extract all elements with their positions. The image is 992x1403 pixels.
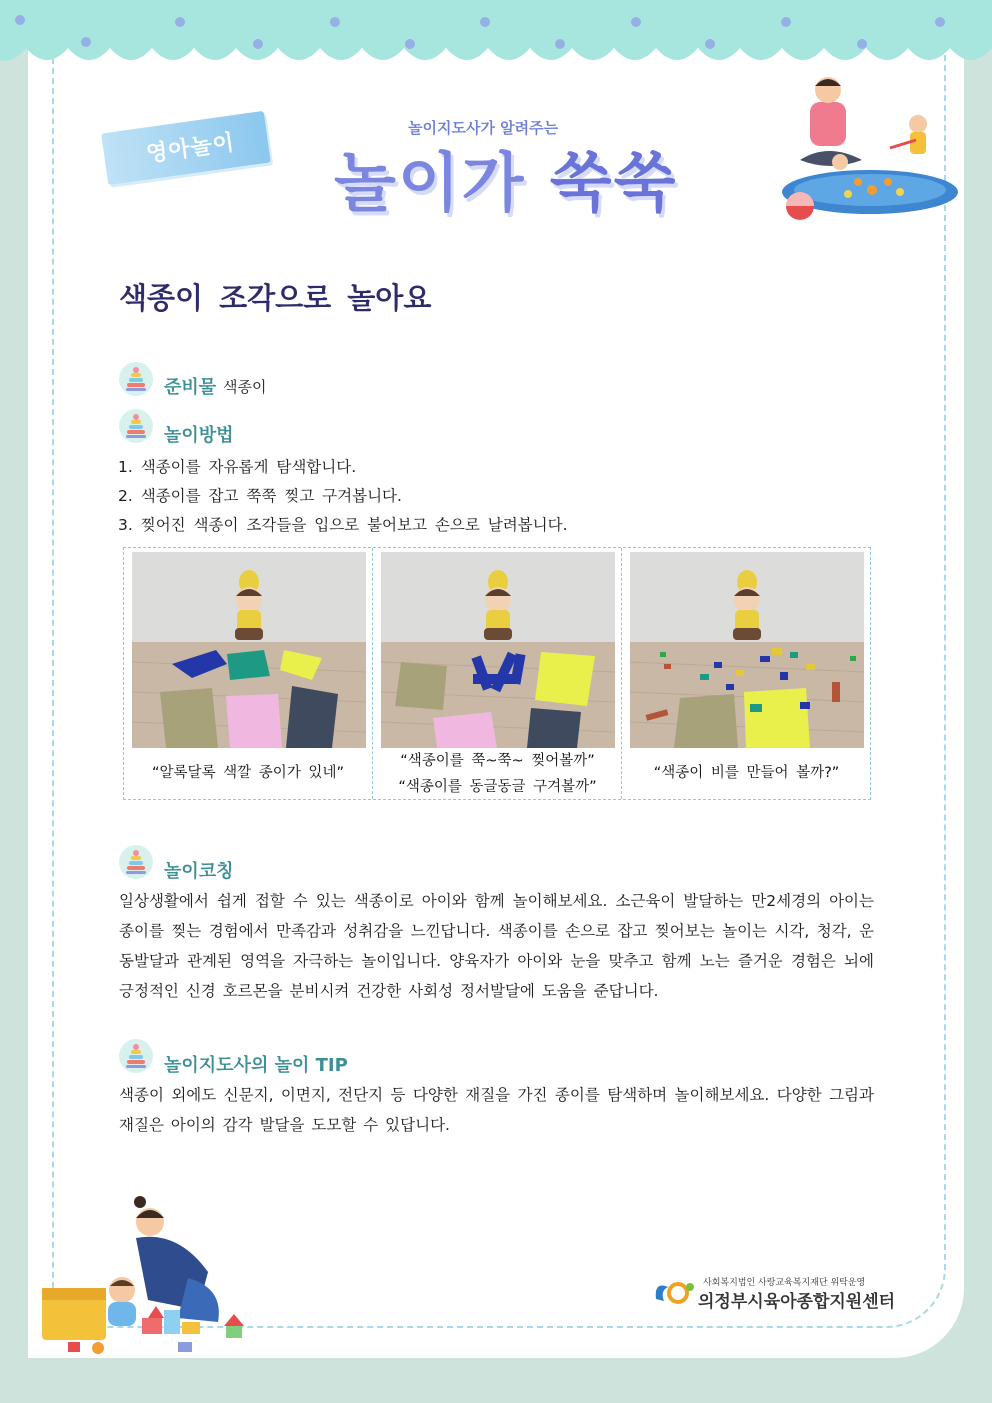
photo-caption: “색종이를 동글동글 구겨볼까” <box>398 779 597 795</box>
organization-operator: 사회복지법인 사랑교육복지재단 위탁운영 <box>703 1278 866 1288</box>
coaching-label: 놀이코칭 <box>164 861 234 882</box>
photo-doll-colored-papers <box>132 552 366 748</box>
organization-logo <box>652 1273 896 1313</box>
mother-baby-blocks-illustration <box>38 1192 258 1362</box>
photo-grid <box>123 547 871 800</box>
photo-caption: “알록달록 색깔 종이가 있네” <box>152 765 344 781</box>
activity-heading: 색종이 조각으로 놀아요 <box>119 281 432 315</box>
ring-stacker-icon <box>119 845 153 879</box>
category-badge-label: 영아놀이 <box>144 130 237 168</box>
father-playing-illustration <box>770 72 960 232</box>
page-title <box>334 132 677 224</box>
method-step: 1. 색종이를 자유롭게 탐색합니다. <box>118 458 357 476</box>
page-title-part1: 놀이가 <box>334 147 550 221</box>
materials-label: 준비물 <box>164 377 217 398</box>
photo-caption: “색종이를 쭉~쭉~ 찢어볼까” <box>400 753 595 769</box>
page-subtitle: 놀이지도사가 알려주는 <box>408 119 559 137</box>
tip-paragraph: 색종이 외에도 신문지, 이면지, 전단지 등 다양한 재질을 가진 종이를 탐색하며 놀이해보세요. 다양한 그림과 재질은 아이의 감각 발달을 도모할 수 있답니다. <box>119 1086 874 1134</box>
scalloped-header <box>0 0 992 72</box>
photo-cell <box>621 548 871 799</box>
materials-value: 색종이 <box>223 378 267 396</box>
ring-stacker-icon <box>119 409 153 443</box>
coaching-paragraph: 일상생활에서 쉽게 접할 수 있는 색종이로 아이와 함께 놀이해보세요. 소근육이 발달하는 만2세경의 아이는 종이를 찢는 경험에서 만족감과 성취감을 느낀답니다. 색종이를 손으로 잡고 찢어보는 놀이는 시각, 청각, 운동발달과 관계된 영역을 자극하는 놀이입니다. 양육자가 아이와 눈을 맞추고 함께 노는 즐거운 경험은 뇌에 긍정적인 신경 호르몬을 분비시켜 건강한 사회성 정서발달에 도움을 준답니다. <box>119 892 874 1000</box>
tip-label: 놀이지도사의 놀이 TIP <box>164 1055 348 1076</box>
method-label: 놀이방법 <box>164 425 234 446</box>
photo-cell <box>124 548 372 799</box>
method-step: 3. 찢어진 색종이 조각들을 입으로 불어보고 손으로 날려봅니다. <box>118 516 568 534</box>
organization-name: 의정부시육아종합지원센터 <box>698 1292 896 1312</box>
method-step: 2. 색종이를 잡고 쭉쭉 찢고 구겨봅니다. <box>118 487 402 505</box>
ring-stacker-icon <box>119 1039 153 1073</box>
page-title-part2: 쑥쑥 <box>549 147 678 221</box>
photo-caption: “색종이 비를 만들어 볼까?” <box>653 765 840 781</box>
center-logo-icon <box>652 1277 696 1307</box>
photo-doll-paper-pieces <box>630 552 864 748</box>
photo-doll-torn-papers <box>381 552 615 748</box>
photo-cell <box>372 548 622 799</box>
ring-stacker-icon <box>119 362 153 396</box>
